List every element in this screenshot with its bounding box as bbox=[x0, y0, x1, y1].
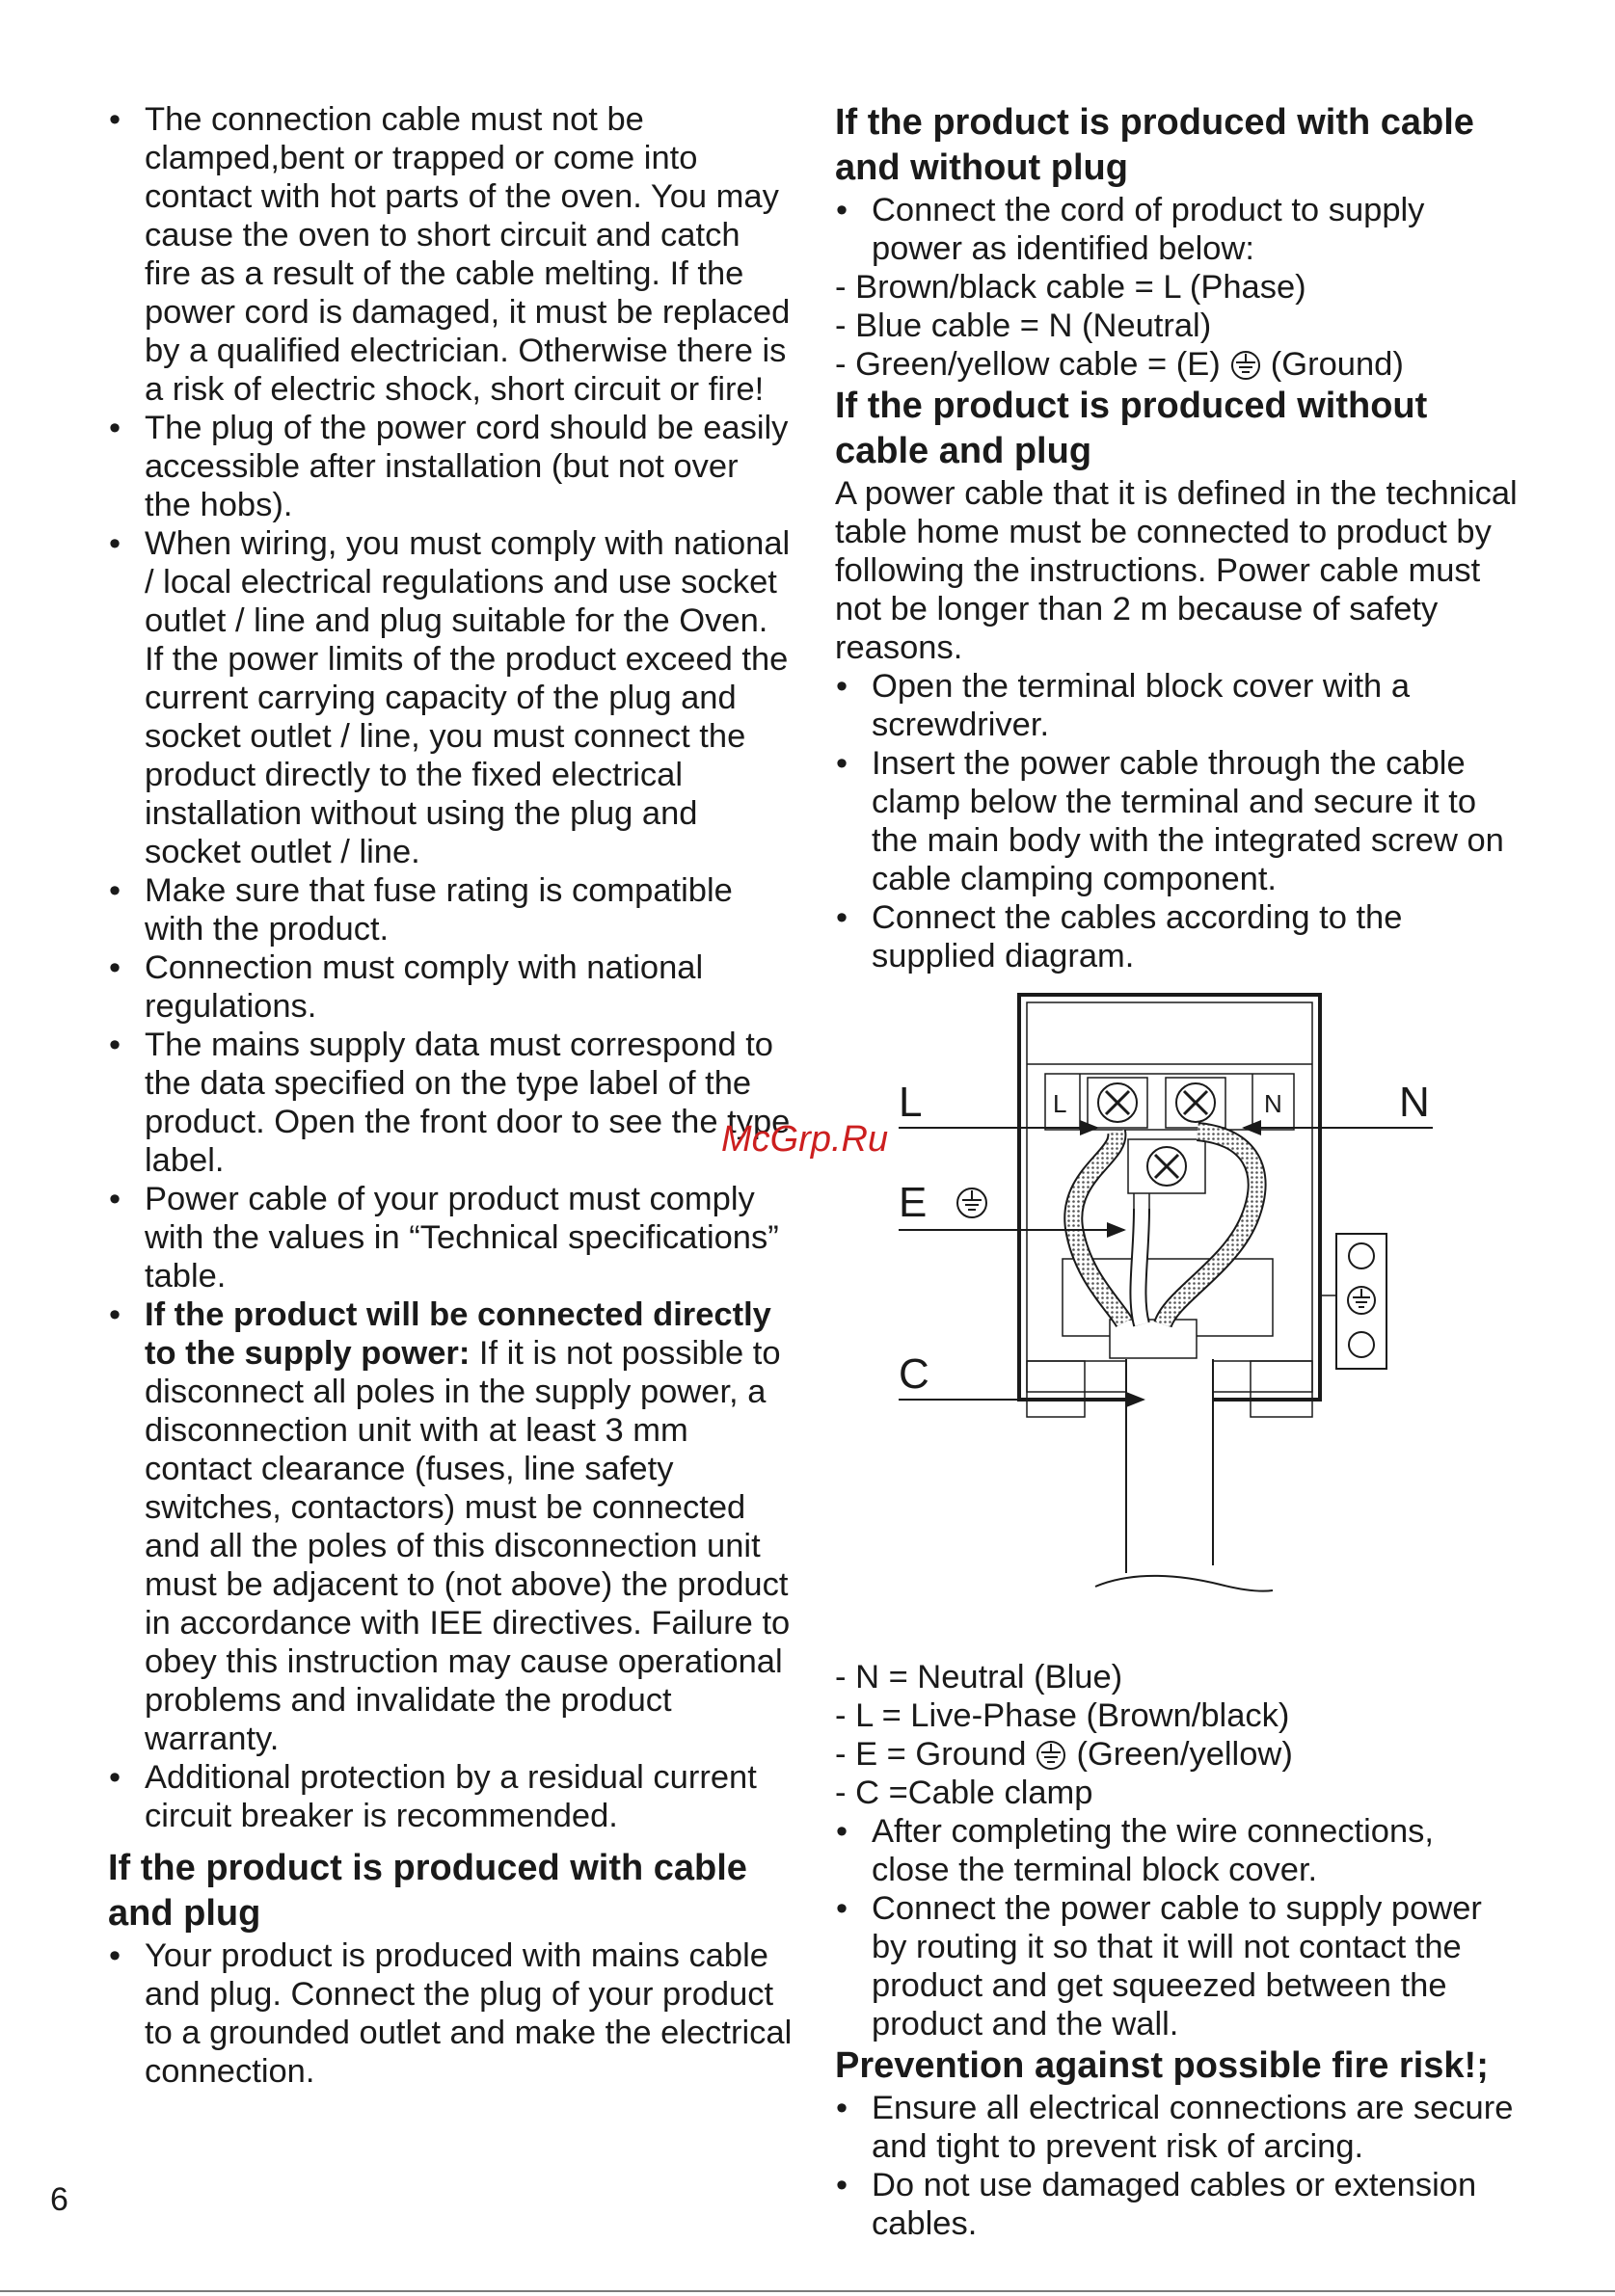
list-item: • The mains supply data must correspond to the data specified on the type label of the product. Open the front door to see the type label. bbox=[108, 1026, 793, 1180]
list-item: • Ensure all electrical connections are secure and tight to prevent risk of arcing. bbox=[835, 2089, 1520, 2166]
ground-icon bbox=[1034, 1740, 1068, 1771]
terminal-label-l: L bbox=[1053, 1089, 1067, 1118]
list-item: • Your product is produced with mains cable and plug. Connect the plug of your product to a grounded outlet and make the electrical connection. bbox=[108, 1936, 793, 2091]
watermark: McGrp.Ru bbox=[721, 1119, 889, 1160]
terminal-block-diagram bbox=[721, 987, 1520, 1642]
ground-icon bbox=[1228, 350, 1263, 381]
cable-plug-list bbox=[108, 1936, 793, 2091]
list-item: • After completing the wire connections, close the terminal block cover. bbox=[835, 1812, 1520, 1889]
terminal-label-n: N bbox=[1264, 1089, 1282, 1118]
list-item: • Insert the power cable through the cable clamp below the terminal and secure it to the main body with the integrated screw on cable clamping component. bbox=[835, 744, 1520, 898]
left-column bbox=[108, 100, 793, 2091]
install-steps-list bbox=[835, 667, 1520, 975]
label-c: C bbox=[899, 1350, 929, 1398]
legend-ground-text: - E = Ground bbox=[835, 1736, 1027, 1773]
list-item: • Connect the cables according to the supplied diagram. bbox=[835, 898, 1520, 975]
dash-item-green bbox=[835, 345, 1520, 384]
fire-risk-list bbox=[835, 2089, 1520, 2243]
list-item: • When wiring, you must comply with national / local electrical regulations and use socket outlet / line and plug suitable for the Oven. If the power limits of the product exceed the current carrying capacity of the plug and socket outlet / line, you must connect the product directly to the fixed electrical installation without using the plug and socket outlet / line. bbox=[108, 524, 793, 871]
direct-connection-item bbox=[108, 1295, 793, 1758]
after-connection-list bbox=[835, 1812, 1520, 2043]
cord-list bbox=[835, 191, 1520, 268]
list-item: • The plug of the power cord should be easily accessible after installation (but not over the hobs). bbox=[108, 409, 793, 524]
dash-green-ground: (Ground) bbox=[1270, 346, 1404, 383]
list-item: • The connection cable must not be clamped,bent or trapped or come into contact with hot parts of the oven. You may cause the oven to short circuit and catch fire as a result of the cable melting. If the power cord is damaged, it must be replaced by a qualified electrician. Otherwise there is a risk of electric shock, short circuit or fire! bbox=[108, 100, 793, 409]
section-heading-fire-risk: Prevention against possible fire risk!; bbox=[835, 2045, 1489, 2086]
screw-n bbox=[1166, 1078, 1225, 1128]
dash-item-blue: - Blue cable = N (Neutral) bbox=[835, 307, 1212, 344]
section-heading-cable-and-plug: If the product is produced with cable and plug bbox=[108, 1848, 747, 1934]
list-item: • Open the terminal block cover with a screwdriver. bbox=[835, 667, 1520, 744]
label-l: L bbox=[899, 1079, 923, 1126]
list-item: • Connect the cord of product to supply power as identified below: bbox=[835, 191, 1520, 268]
legend-live: - L = Live-Phase (Brown/black) bbox=[835, 1697, 1290, 1734]
section-heading-cable-without-plug: If the product is produced with cable and without plug bbox=[835, 102, 1474, 188]
direct-connection-text: If it is not possible to disconnect all poles in the supply power, a disconnection unit with at least 3 mm contact clearance (fuses, line safety switches, contactors) must be connected and all the poles of this disconnection unit must be adjacent to (not above) the product in accordance with IEE directives. Failure to obey this instruction may cause operational problems and invalidate the product warranty. bbox=[145, 1335, 791, 1757]
label-e-ground-icon bbox=[957, 1188, 986, 1217]
list-item: • Additional protection by a residual current circuit breaker is recommended. bbox=[108, 1758, 793, 1835]
list-item: • Connect the power cable to supply power by routing it so that it will not contact the product and get squeezed between the product and the wall. bbox=[835, 1889, 1520, 2043]
list-item: • Do not use damaged cables or extension cables. bbox=[835, 2166, 1520, 2243]
dash-green-text: - Green/yellow cable = (E) bbox=[835, 346, 1221, 383]
terminal-strip bbox=[1045, 1074, 1294, 1130]
label-e: E bbox=[899, 1179, 928, 1226]
page-number: 6 bbox=[50, 2181, 68, 2218]
power-cable-paragraph: A power cable that it is defined in the technical table home must be connected to product by following the instructions. Power cable must not be longer than 2 m because of safety reasons. bbox=[835, 475, 1518, 666]
direct-connection-bold: If the product will be connected directly to the supply power: bbox=[145, 1296, 771, 1372]
label-n: N bbox=[1399, 1079, 1430, 1126]
right-column bbox=[721, 100, 1520, 2243]
screw-e bbox=[1128, 1139, 1205, 1193]
safety-bullet-list bbox=[108, 100, 793, 1835]
section-heading-without-cable-and-plug: If the product is produced without cable and plug bbox=[835, 386, 1428, 471]
main-cable bbox=[1126, 1359, 1213, 1573]
list-item: • Power cable of your product must comply with the values in “Technical specifications” table. bbox=[108, 1180, 793, 1295]
bottom-rule bbox=[0, 2290, 1615, 2292]
list-item: • Connection must comply with national regulations. bbox=[108, 948, 793, 1026]
screw-l bbox=[1088, 1078, 1147, 1128]
legend-clamp: - C =Cable clamp bbox=[835, 1775, 1093, 1811]
legend-ground bbox=[835, 1735, 1520, 1774]
legend-neutral: - N = Neutral (Blue) bbox=[835, 1659, 1123, 1695]
list-item: • Make sure that fuse rating is compatible with the product. bbox=[108, 871, 793, 948]
dash-item-brown: - Brown/black cable = L (Phase) bbox=[835, 269, 1306, 306]
cable-clamp bbox=[1110, 1320, 1197, 1358]
legend-ground-color: (Green/yellow) bbox=[1076, 1736, 1293, 1773]
